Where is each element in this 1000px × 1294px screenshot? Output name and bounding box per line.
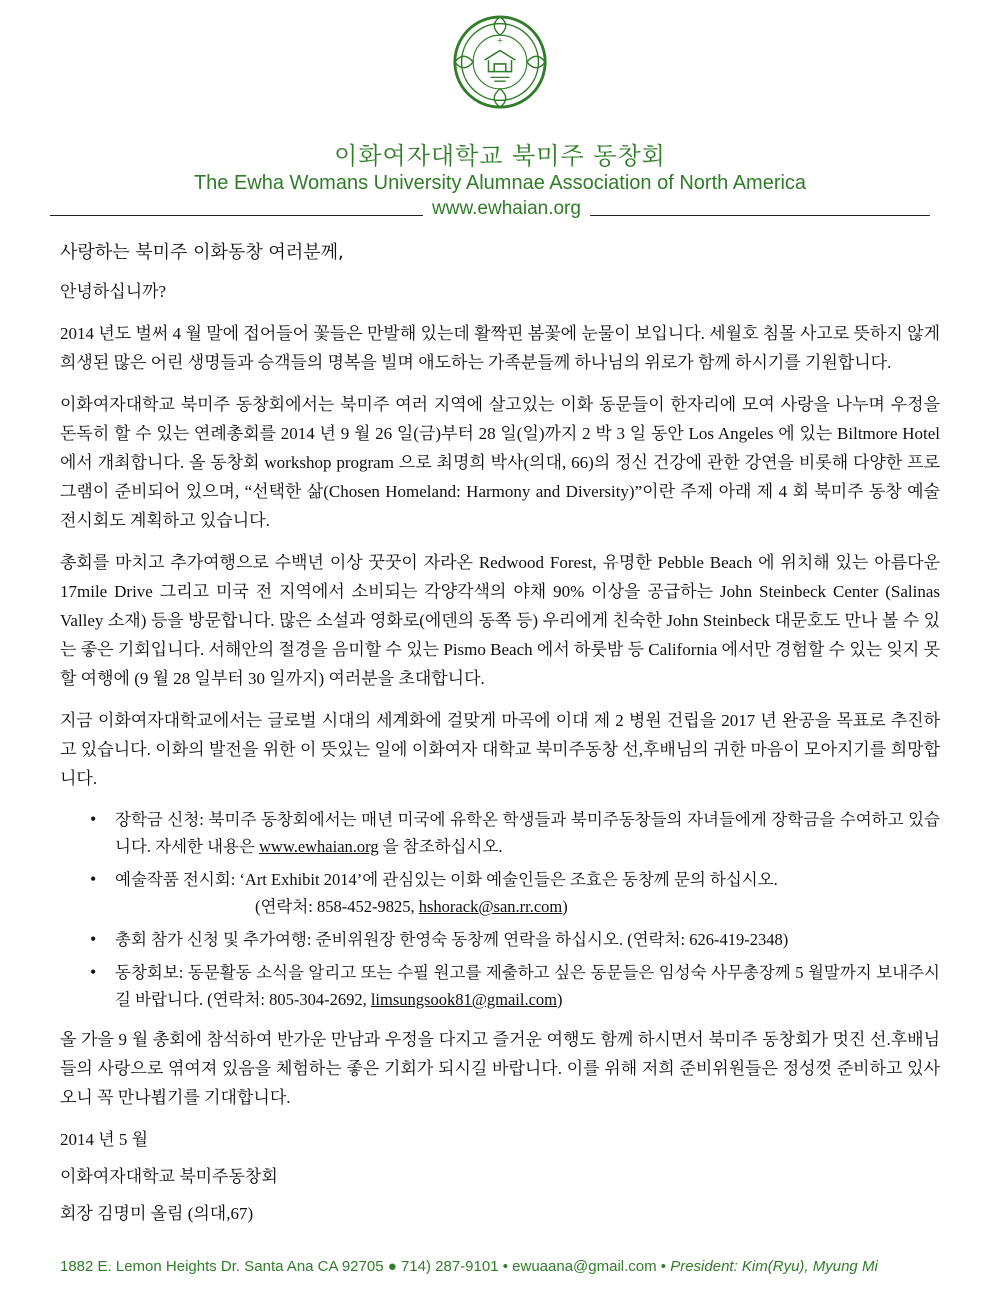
salutation: 안녕하십니까? xyxy=(60,282,167,301)
closing-paragraph: 올 가을 9 월 총회에 참석하여 반가운 만남과 우정을 다지고 즐거운 여행도 함께 하시면서 북미주 동창회가 멋진 선.후배님들의 사랑으로 엮여져 있음을 체험하는 좋은 기회가 되시길 바랍니다. 이를 위해 저희 준비위원들은 정성껏 준비하고 있사오니 꼭 만나뵙기를 기대합니다. xyxy=(60,1030,940,1107)
website-link[interactable]: www.ewhaian.org xyxy=(432,198,581,219)
bullet-separator: • xyxy=(660,1258,671,1275)
list-item-art-exhibit xyxy=(60,866,940,920)
paragraph-trip: 총회를 마치고 추가여행으로 수백년 이상 꿋꿋이 자라온 Redwood Forest, 유명한 Pebble Beach 에 위치해 있는 아름다운 17mile Drive 그리고 미국 전 지역에서 소비되는 각양각색의 야채 90% 이상을 공급하는 John Steinbeck Center (Salinas Valley 소재) 등을 방문합니다. 많은 소설과 영화로(에덴의 동쪽 등) 우리에게 친숙한 John Steinbeck 대문호도 만나 볼 수 있는 좋은 기회입니다. 서해안의 절경을 음미할 수 있는 Pismo Beach 에서 하룻밤 등 California 에서만 경험할 수 있는 잊지 못할 여행에 (9 월 28 일부터 30 일까지) 여러분을 초대합니다. xyxy=(60,553,940,688)
sender-signature: 회장 김명미 올림 (의대,67) xyxy=(60,1204,254,1223)
art-contact-email[interactable]: hshorack@san.rr.com xyxy=(418,897,563,916)
list-item-scholarship xyxy=(60,806,940,860)
paragraph-sewol: 2014 년도 벌써 4 월 말에 접어들어 꽃들은 만발해 있는데 활짝핀 봄꽃에 눈물이 보입니다. 세월호 침몰 사고로 뜻하지 않게 희생된 많은 어린 생명들과 승객들의 명복을 빌며 애도하는 가족분들께 하나님의 위로가 함께 하시기를 기원합니다. xyxy=(60,324,940,372)
newsletter-text: 동창회보: 동문활동 소식을 알리고 또는 수필 원고를 제출하고 싶은 동문들은 임성숙 사무총장께 5 월말까지 보내주시길 바랍니다. (연락처: 805-304-2692, xyxy=(115,963,940,1009)
letter-body xyxy=(60,238,940,1236)
ewha-university-seal-icon xyxy=(452,14,548,110)
letter-date: 2014 년 5 월 xyxy=(60,1130,149,1149)
footer-president: President: Kim(Ryu), Myung Mi xyxy=(670,1258,878,1275)
scholarship-suffix: 을 참조하십시오. xyxy=(382,837,503,856)
art-contact-prefix: (연락처: 858-452-9825, xyxy=(255,897,415,916)
convention-text: 총회 참가 신청 및 추가여행: 준비위원장 한영숙 동창께 연락을 하십시오. (연락처: 626-419-2348) xyxy=(115,930,789,949)
scholarship-link[interactable]: www.ewhaian.org xyxy=(259,837,379,856)
footer xyxy=(60,1258,960,1275)
paragraph-convention: 이화여자대학교 북미주 동창회에서는 북미주 여러 지역에 살고있는 이화 동문들이 한자리에 모여 사랑을 나누며 우정을 돈독히 할 수 있는 연례총회를 2014 년 9 월 26 일(금)부터 28 일(일)까지 2 박 3 일 동안 Los Angeles 에 있는 Biltmore Hotel 에서 개최합니다. 올 동창회 workshop program 으로 최명희 박사(의대, 66)의 정신 건강에 관한 강연을 비롯해 다양한 프로그램이 준비되어 있으며, “선택한 삶(Chosen Homeland: Harmony and Diversity)”이란 주제 아래 제 4 회 북미주 동창 예술 전시회도 계획하고 있습니다. xyxy=(60,395,940,530)
bullet-separator: ● xyxy=(387,1258,401,1275)
header-divider-right xyxy=(590,215,930,216)
footer-address: 1882 E. Lemon Heights Dr. Santa Ana CA 92705 xyxy=(60,1258,384,1275)
scholarship-text: 장학금 신청: 북미주 동창회에서는 매년 미국에 유학온 학생들과 북미주동창들의 자녀들에게 장학금을 수여하고 있습니다. 자세한 내용은 xyxy=(115,810,940,856)
art-exhibit-text: 예술작품 전시회: ‘Art Exhibit 2014’에 관심있는 이화 예술인들은 조효은 동창께 문의 하십시오. xyxy=(115,870,778,889)
bullet-separator: • xyxy=(502,1258,513,1275)
greeting: 사랑하는 북미주 이화동창 여러분께, xyxy=(60,242,344,263)
footer-email[interactable]: ewuaana@gmail.com xyxy=(512,1258,657,1275)
signature-block xyxy=(60,1125,940,1228)
footer-phone: 714) 287-9101 xyxy=(400,1258,499,1275)
info-list xyxy=(60,806,940,1013)
association-korean-title: 이화여자대학교 북미주 동창회 xyxy=(334,142,666,170)
list-item-newsletter xyxy=(60,959,940,1013)
association-english-title: The Ewha Womans University Alumnae Association of North America xyxy=(193,172,807,194)
sender-organization: 이화여자대학교 북미주동창회 xyxy=(60,1167,278,1186)
header-divider-left xyxy=(50,215,423,216)
svg-text:+: + xyxy=(496,35,504,45)
art-contact-suffix: ) xyxy=(562,897,568,916)
paragraph-hospital: 지금 이화여자대학교에서는 글로벌 시대의 세계화에 걸맞게 마곡에 이대 제 2 병원 건립을 2017 년 완공을 목표로 추진하고 있습니다. 이화의 발전을 위한 이 뜻있는 일에 이화여자 대학교 북미주동창 선,후배님의 귀한 마음이 모아지기를 희망합니다. xyxy=(60,711,940,788)
newsletter-email[interactable]: limsungsook81@gmail.com xyxy=(370,990,557,1009)
list-item-convention xyxy=(60,926,940,953)
art-exhibit-contact xyxy=(115,893,940,920)
newsletter-suffix: ) xyxy=(557,990,563,1009)
